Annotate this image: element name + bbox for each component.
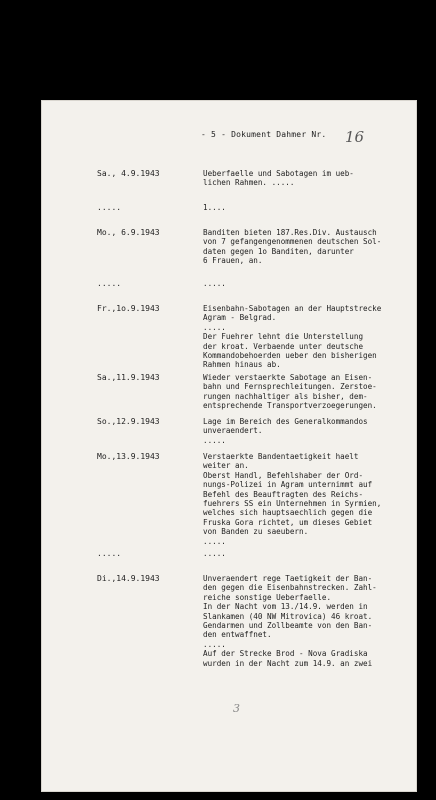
entry-text: Banditen bieten 187.Res.Div. Austausch von 7 gefangengenommenen deutschen Sol- daten gegen 1o Banditen, darunter 6 Frauen, an. [203,228,382,266]
entry-text: Verstaerkte Bandentaetigkeit haelt weiter an. Oberst Handl, Befehlshaber der Ord- nungs-Polizei in Agram unternimmt auf Befehl des Beauftragten des Reichs- fuehrers SS ein Unternehmen in Syrmien, welches sich hauptsaechlich gegen die Fruska Gora richtet, um dieses Gebiet von Banden zu saeubern. ..... [203,452,382,546]
entry-text: Wieder verstaerkte Sabotage an Eisen- bahn und Fernsprechleitungen. Zerstoe- rungen nachhaltiger als bisher, dem- entsprechende Transportverzoegerungen. [203,373,377,411]
entry-text: Eisenbahn-Sabotagen an der Hauptstrecke Agram - Belgrad. ..... Der Fuehrer lehnt die Unterstellung der kroat. Verbaende unter deutsche Kommandobehoerden ueber den bisherigen Rahmen hinaus ab. [203,304,382,370]
page-header: - 5 - Dokument Dahmer Nr. [201,130,327,139]
entry-text: ..... [203,549,226,558]
document-page [41,100,417,792]
entry-date: ..... [97,279,122,288]
entry-date: Sa., 4.9.1943 [97,169,160,178]
entry-text: Unveraendert rege Taetigkeit der Ban- den gegen die Eisenbahnstrecken. Zahl- reiche sonstige Ueberfaelle. In der Nacht vom 13./14.9. werden in Slankamen (40 NW Mitrovica) 46 kroat. Gendarmen und Zollbeamte von den Ban- den entwaffnet. ..... Auf der Strecke Brod - Nova Gradiska wurden in der Nacht zum 14.9. an zwei [203,574,377,668]
entry-date: Mo., 6.9.1943 [97,228,160,237]
entry-text: 1.... [203,203,226,212]
entry-text: ..... [203,279,226,288]
entry-date: Sa.,11.9.1943 [97,373,160,382]
entry-date: ..... [97,203,122,212]
footer-pencil-mark: 3 [233,702,240,715]
handwritten-document-number: 16 [345,128,365,146]
entry-date: ..... [97,549,122,558]
entry-date: Di.,14.9.1943 [97,574,160,583]
entry-date: So.,12.9.1943 [97,417,160,426]
entry-text: Lage im Bereich des Generalkommandos unveraendert. ..... [203,417,368,445]
entry-date: Fr.,1o.9.1943 [97,304,160,313]
entry-date: Mo.,13.9.1943 [97,452,160,461]
entry-text: Ueberfaelle und Sabotagen im ueb- lichen Rahmen. ..... [203,169,354,188]
